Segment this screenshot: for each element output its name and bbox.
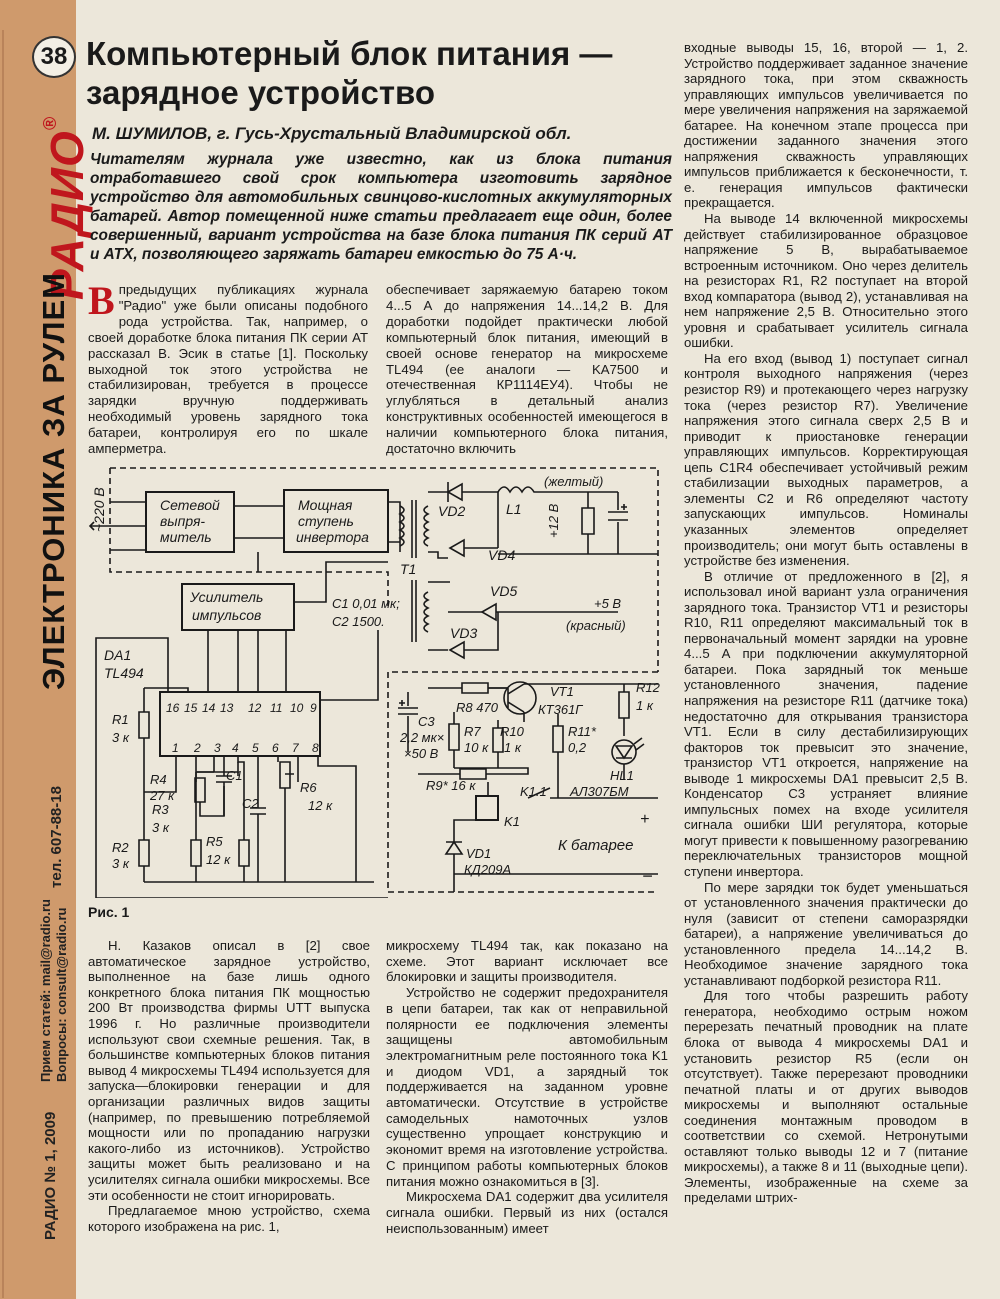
paragraph: В отличие от предложенного в [2], я использовал иной вариант узла ограничения зарядного тока. Транзистор VT1 и резисторы R10, R11 определяют максимальный ток в первоначальный момент зарядки на уровне 4...5 А при подключении аккумуляторной батареи. Пока зарядный ток меньше установленного значения, падение напряжения на резисторе R11 (датчике тока) недостаточно для открывания транзистора VT1. Если в силу дестабилизирующих факторов ток превысит это значение, транзистор VT1 откроется, напряжение на выводе 1 микросхемы DA1 превысит 2,5 В. Конденсатор C3 устраняет влияние импульсных помех на входе усилителя сигнала ошибки ШИ регулятора, которые могут привести к повышенному разогреванию переключательных транзисторов мощной ступени инвертора. <box>684 568 968 879</box>
magazine-logo: РАДИО® <box>40 115 93 300</box>
red-wire-label: (красный) <box>566 618 626 633</box>
vd2-label: VD2 <box>438 503 466 519</box>
vt1-value: КТ361Г <box>538 702 583 717</box>
phone-text: тел. 607-88-18 <box>48 786 65 888</box>
svg-text:14: 14 <box>202 701 216 715</box>
article-author: М. ШУМИЛОВ, г. Гусь-Хрустальный Владимирской обл. <box>92 124 572 143</box>
vd1-value: КД209А <box>464 862 512 877</box>
column-1 <box>88 278 368 457</box>
r6-label: R6 <box>300 780 317 795</box>
svg-text:12: 12 <box>248 701 262 715</box>
svg-text:11: 11 <box>270 701 283 715</box>
r12-label: R12 <box>636 680 660 695</box>
column-3 <box>684 40 968 1206</box>
svg-text:4: 4 <box>232 741 239 755</box>
r4-label: R4 <box>150 772 167 787</box>
r4-value: 27 к <box>150 788 175 803</box>
svg-text:7: 7 <box>292 741 299 755</box>
c1-label: C1 <box>226 768 243 783</box>
inverter-label: инвертора <box>296 529 369 545</box>
issue-label: РАДИО № 1, 2009 <box>42 1111 59 1240</box>
tl494-label: TL494 <box>104 665 144 681</box>
c3-value: 2,2 мк× <box>400 730 445 745</box>
rectifier-label: выпря- <box>160 513 206 529</box>
r2-label: R2 <box>112 840 129 855</box>
paragraph: входные выводы 15, 16, второй — 1, 2. Устройство поддерживает заданное значение зарядного тока, при этом скважность управляющих импульсов увеличивается по мере увеличения напряжения на заряжаемой батарее. На конечном этапе процесса при достижении заданного значения этого напряжения скважность управляющих импульсов приближается к бесконечности, т. е. генерация импульсов фактически прекращается. <box>684 40 968 211</box>
mail-text-questions: Вопросы: consult@radio.ru <box>54 907 69 1082</box>
drop-cap: В <box>88 278 115 323</box>
section-title: ЭЛЕКТРОНИКА ЗА РУЛЕМ <box>36 272 71 690</box>
r7-label: R7 <box>464 724 481 739</box>
figure-caption: Рис. 1 <box>88 904 130 920</box>
column-5 <box>386 938 668 1236</box>
c2-label: C2 <box>242 796 259 811</box>
rectifier-label: митель <box>160 529 212 545</box>
paragraph: На его вход (вывод 1) поступает сигнал контроля выходного напряжения (через резистор R9) и протекающего через нагрузку тока (через резистор R7). Увеличение напряжения этого сигнала сверх 2,5 В и приводит к приостановке генерации управляющих импульсов. Корректирующая цепь C1R4 обеспечивает устойчивый режим стабилизации выходных параметров, а элементы C2 и R6 определяют частоту запускающих импульсов. Номиналы указанных элементов определяет производитель; они могут быть оставлены в устройстве без изменения. <box>684 350 968 569</box>
article-title: Компьютерный блок питания — зарядное устройство <box>86 35 613 111</box>
r12-value: 1 к <box>636 698 653 713</box>
vd1-label: VD1 <box>466 846 492 861</box>
r2-value: 3 к <box>112 856 129 871</box>
battery-label: К батарее <box>558 837 634 854</box>
page-number: 38 <box>32 36 76 78</box>
r9-label: R9* 16 к <box>426 778 476 793</box>
battery-plus: + <box>640 811 650 828</box>
vd3-diode <box>450 642 464 658</box>
svg-text:15: 15 <box>184 701 198 715</box>
inverter-label: ступень <box>298 513 354 529</box>
amplifier-label: Усилитель <box>190 589 264 605</box>
hl1-led <box>612 740 636 764</box>
hl1-label: HL1 <box>610 768 634 783</box>
paragraph: Микросхема DA1 содержит два усилителя сигнала ошибки. Первый из них (остался неиспользованным) имеет <box>386 1189 668 1236</box>
c1c2-note: C1 0,01 мк; <box>332 596 400 611</box>
vt1-label: VT1 <box>550 684 574 699</box>
r11-label: R11* <box>568 724 596 739</box>
svg-text:16: 16 <box>166 701 180 715</box>
svg-text:9: 9 <box>310 701 317 715</box>
paragraph: обеспечивает заряжаемую батарею током 4...5 А до напряжения 14...14,2 В. Для доработки подойдет практически любой компьютерный блок питания, имеющий в своей основе генератор на микросхеме TL494 (ее аналоги — KA7500 и отечественная КР1114ЕУ4). Чтобы не углубляться в детальный анализ конструктивных особенностей имеющегося в наличии компьютерного блока питания, достаточно включить <box>386 282 668 457</box>
svg-text:1: 1 <box>172 741 179 755</box>
rectifier-label: Сетевой <box>160 497 220 513</box>
r3-label: R3 <box>152 802 169 817</box>
hl1-value: АЛ307БМ <box>570 784 629 799</box>
r1-label: R1 <box>112 712 129 727</box>
r5-value: 12 к <box>206 852 231 867</box>
c3-value: ×50 В <box>404 746 439 761</box>
da1-bottom-pins <box>172 741 319 755</box>
r5-label: R5 <box>206 834 223 849</box>
mains-label: ~220 В <box>91 487 107 532</box>
amplifier-label: импульсов <box>192 607 262 623</box>
r10-value: 1 к <box>504 740 521 755</box>
svg-text:3: 3 <box>214 741 221 755</box>
paragraph: На выводе 14 включенной микросхемы действует стабилизированное образцовое напряжение 5 В, вырабатываемое встроенным источником. Оно через делитель на резисторах R1, R2 поступает на второй вход компаратора (вывод 2), устанавливая на нем напряжение 2,5 В. Относительно этого уровня и срабатывает усилитель сигнала ошибки. <box>684 211 968 351</box>
paragraph: Для того чтобы разрешить работу генератора, необходимо острым ножом перерезать печатный проводник на плате блока от вывода 4 микросхемы DA1 и установить резистор R5 (если он отсутствует). Также перерезают проводники печатной платы и от других выводов микросхемы и выполняют остальные соединения монтажным проводом в соответствии со схемой. Нетронутыми оставляют только выводы 12 и 7 (питание микросхемы), а также 8 и 11 (выходные цепи). Элементы, изображенные на схеме за пределами штрих- <box>684 988 968 1206</box>
svg-text:10: 10 <box>290 701 304 715</box>
svg-text:8: 8 <box>312 741 319 755</box>
plus5-label: +5 В <box>594 596 622 611</box>
paragraph: Устройство не содержит предохранителя в цепи батареи, так как от неправильной полярности ее подключения элементы защищены автомобильным электромагнитным реле постоянного тока K1 и диодом VD1, а зарядный ток поддерживается на заданном уровне автоматически. Отсутствие в устройстве самодельных намоточных узлов существенно упрощает конструкцию и экономит время на изготовление устройства. С принципом работы компьютерных блоков питания можно ознакомиться в [3]. <box>386 985 668 1189</box>
k11-label: K1.1 <box>520 784 547 799</box>
r8-label: R8 470 <box>456 700 498 715</box>
k1-label: K1 <box>504 814 520 829</box>
column-2 <box>386 282 668 457</box>
svg-text:5: 5 <box>252 741 259 755</box>
yellow-wire-label: (желтый) <box>544 474 604 489</box>
svg-text:6: 6 <box>272 741 279 755</box>
vd4-diode <box>450 540 464 556</box>
da1-top-pins <box>166 701 317 715</box>
circuit-schematic <box>88 462 668 898</box>
r7-value: 10 к <box>464 740 489 755</box>
mail-text-articles: Прием статей: mail@radio.ru <box>38 898 53 1082</box>
paragraph: Н. Казаков описал в [2] свое автоматическое зарядное устройство, выполненное на базе лишь одного конкретного блока питания ПК мощностью 200 Вт производства фирмы UTT выпуска 1996 г. Но различные производители используют свои схемные решения. Так, в большинстве компьютерных блоков питания вывод 4 микросхемы TL494 используется для запуска—блокировки генерации и для организации различных видов защиты (например, по превышению потребляемой мощности или по пропаданию нагрузки какого-либо из источников). Устройство защиты может быть реализовано и на усилителях сигнала ошибки микросхемы. Все эти особенности не стоит игнорировать. <box>88 938 370 1203</box>
vd2-diode <box>448 482 462 502</box>
vd3-label: VD3 <box>450 625 478 641</box>
svg-text:13: 13 <box>220 701 234 715</box>
column-4 <box>88 938 370 1234</box>
battery-minus: − <box>642 866 653 886</box>
r1-value: 3 к <box>112 730 129 745</box>
r10-label: R10 <box>500 724 524 739</box>
vd5-diode <box>482 604 496 620</box>
r6-value: 12 к <box>308 798 333 813</box>
r11-value: 0,2 <box>568 740 587 755</box>
paragraph: Предлагаемое мною устройство, схема которого изображена на рис. 1, <box>88 1203 370 1234</box>
paragraph: микросхему TL494 так, как показано на схеме. Этот вариант исключает все блокировки и защиты производителя. <box>386 938 668 985</box>
r3-value: 3 к <box>152 820 169 835</box>
vd5-label: VD5 <box>490 583 518 599</box>
inverter-label: Мощная <box>298 497 353 513</box>
k1-relay <box>476 796 498 820</box>
c3-label: C3 <box>418 714 435 729</box>
l1-label: L1 <box>506 501 522 517</box>
da1-label: DA1 <box>104 647 132 663</box>
paragraph: По мере зарядки ток будет уменьшаться от установленного значения практически до нуля (зависит от степени саморазрядки батареи), а напряжение увеличиваться до установленного предела 14...14,2 В. Необходимое значение зарядного тока устанавливают подборкой резистора R11. <box>684 879 968 988</box>
vd4-label: VD4 <box>488 547 516 563</box>
paragraph: предыдущих публикациях журнала "Радио" уже были описаны подобного рода устройства. Так, например, о своей доработке блока питания ПК серии AT рассказал В. Эсик в статье [1]. Поскольку выходной ток этого устройства не стабилизирован, требуется в процессе зарядки вручную поддерживать необходимый уровень зарядного тока батареи, контролируя его по шкале амперметра. <box>88 282 368 457</box>
article-lead: Читателям журнала уже известно, как из блока питания отработавшего свой срок компьютера изготовить зарядное устройство для автомобильных свинцово-кислотных аккумуляторных батарей. Автор помещенной ниже статьи предлагает еще один, более совершенный, вариант устройства на базе блока питания ПК серий AT и ATX, позволяющего заряжать батареи емкостью до 75 А·ч. <box>90 151 672 263</box>
plus12-label: +12 В <box>546 503 561 538</box>
c1c2-note: C2 1500. <box>332 614 385 629</box>
svg-text:2: 2 <box>194 741 201 755</box>
t1-label: T1 <box>400 561 417 577</box>
